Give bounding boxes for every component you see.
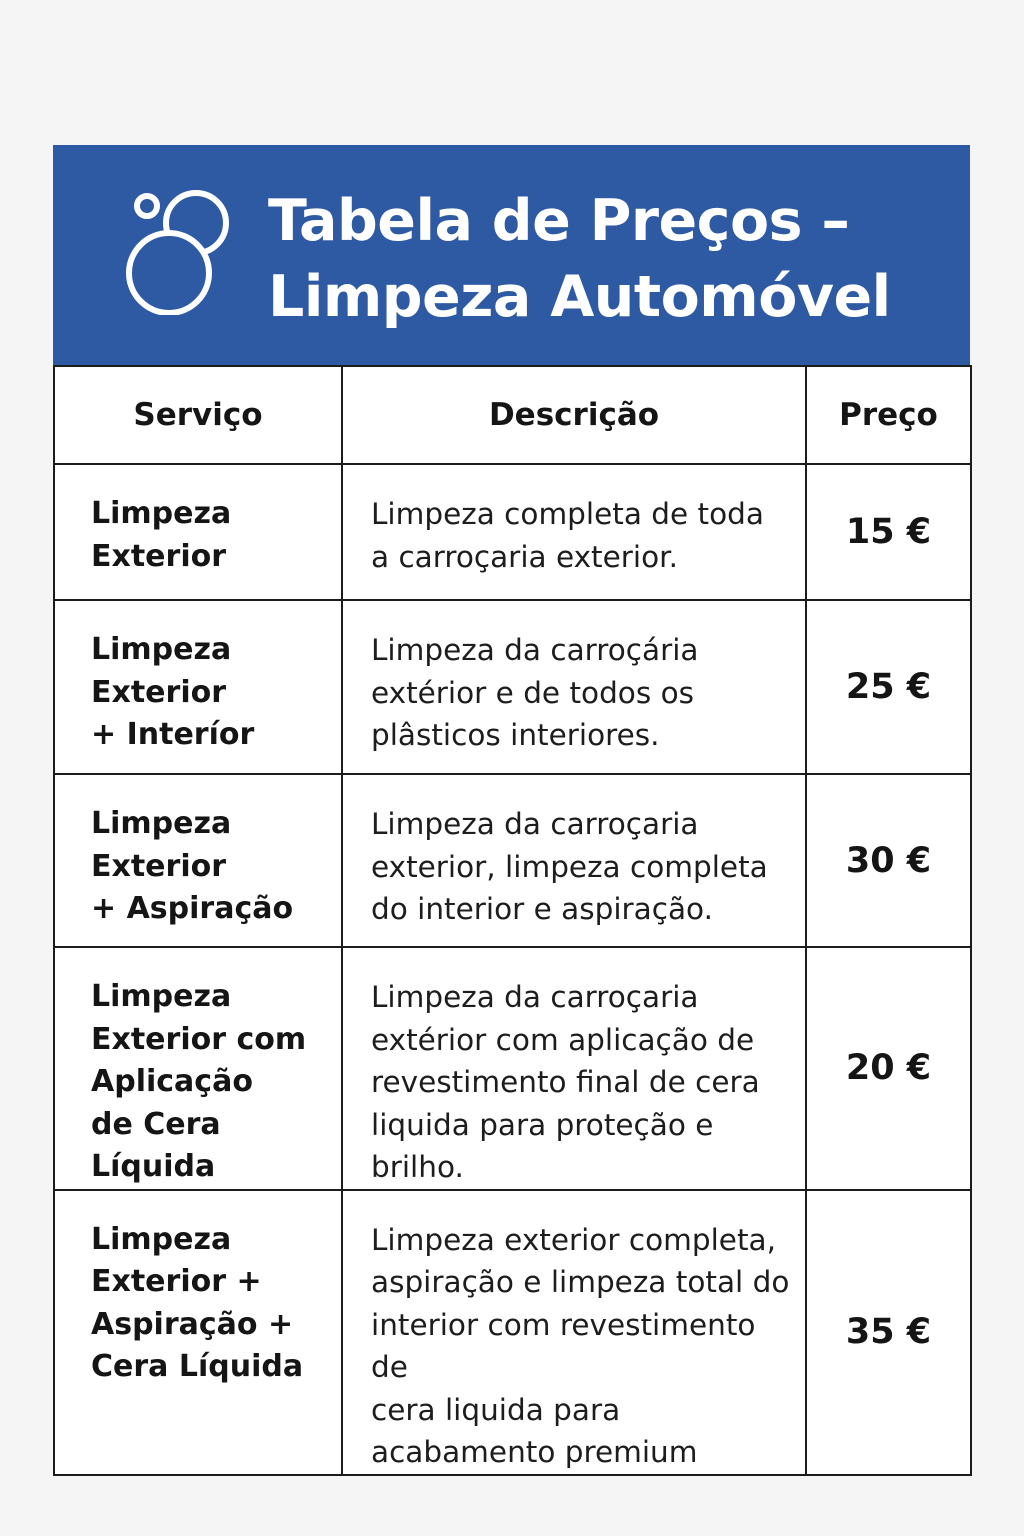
column-header-description: Descrição [342, 366, 806, 464]
description-cell: Limpeza da carroçaria exterior, limpeza completa do interior e aspiração. [342, 774, 806, 947]
column-header-price: Preço [806, 366, 971, 464]
price-table [53, 365, 972, 1476]
price-cell: 20 € [806, 947, 971, 1190]
service-cell: Limpeza Exterior [54, 464, 342, 600]
table-row [54, 600, 971, 774]
service-cell: Limpeza Exterior + Interíor [54, 600, 342, 774]
table-row [54, 1190, 971, 1475]
header-banner [53, 145, 970, 365]
price-cell: 25 € [806, 600, 971, 774]
table-row [54, 774, 971, 947]
description-cell: Limpeza exterior completa, aspiração e limpeza total do interior com revestimento de cera liquida para acabamento premium [342, 1190, 806, 1475]
service-cell: Limpeza Exterior com Aplicação de Cera Líquida [54, 947, 342, 1190]
title-line-1: Tabela de Preços – [268, 188, 850, 254]
price-cell: 30 € [806, 774, 971, 947]
title-line-2: Limpeza Automóvel [268, 264, 891, 330]
price-cell: 15 € [806, 464, 971, 600]
description-cell: Limpeza da carroçária extérior e de todos os plâsticos interiores. [342, 600, 806, 774]
service-cell: Limpeza Exterior + Aspiração [54, 774, 342, 947]
price-list-card [53, 145, 970, 1476]
table-row [54, 464, 971, 600]
bubbles-icon [121, 185, 233, 315]
table-header-row [54, 366, 971, 464]
description-cell: Limpeza completa de toda a carroçaria exterior. [342, 464, 806, 600]
page-title [268, 183, 891, 335]
description-cell: Limpeza da carroçaria extérior com aplicação de revestimento final de cera liquida para proteção e brilho. [342, 947, 806, 1190]
service-cell: Limpeza Exterior + Aspiração + Cera Líquida [54, 1190, 342, 1475]
price-cell: 35 € [806, 1190, 971, 1475]
column-header-service: Serviço [54, 366, 342, 464]
table-row [54, 947, 971, 1190]
